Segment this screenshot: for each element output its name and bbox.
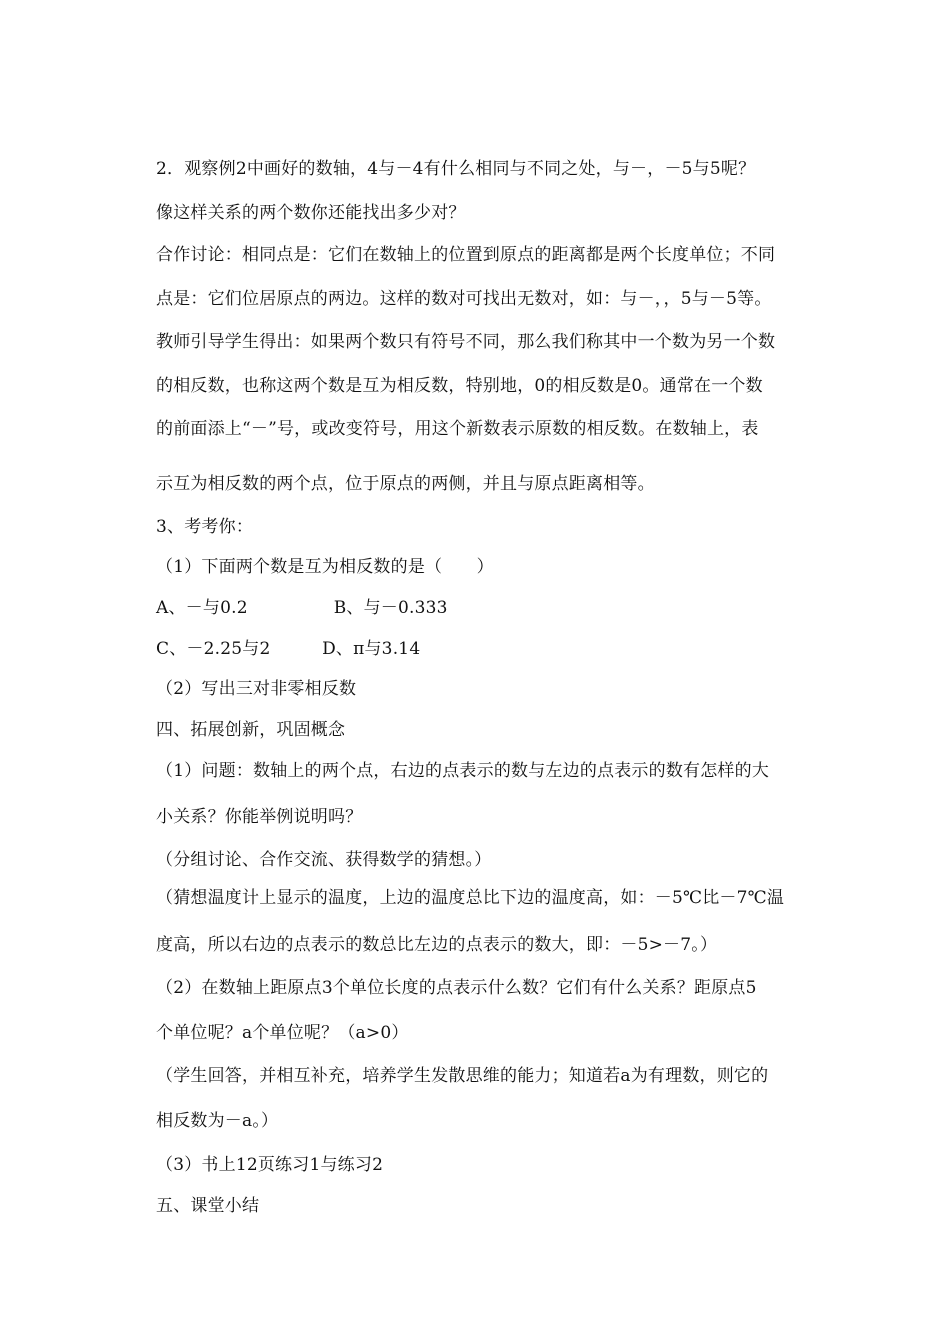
- problem-2-line-1: （2）在数轴上距原点3个单位长度的点表示什么数？它们有什么关系？距原点5: [156, 978, 757, 998]
- discussion-note: （分组讨论、合作交流、获得数学的猜想。）: [156, 850, 492, 870]
- problem-1-line-2: 小关系？你能举例说明吗？: [156, 807, 363, 827]
- section-heading-five: 五、课堂小结: [156, 1196, 260, 1216]
- section-heading-four: 四、拓展创新，巩固概念: [156, 720, 346, 740]
- paragraph-line-2: 像这样关系的两个数你还能找出多少对？: [156, 203, 466, 223]
- answer-line-1: （学生回答，并相互补充，培养学生发散思维的能力；知道若a为有理数，则它的: [156, 1066, 769, 1086]
- paragraph-line-6: 的相反数，也称这两个数是互为相反数，特别地，0的相反数是0。通常在一个数: [156, 376, 763, 396]
- paragraph-line-7: 的前面添上“－”号，或改变符号，用这个新数表示原数的相反数。在数轴上，表: [156, 419, 759, 439]
- paragraph-line-3: 合作讨论：相同点是：它们在数轴上的位置到原点的距离都是两个长度单位；不同: [156, 245, 776, 265]
- paragraph-line-1: 2．观察例2中画好的数轴，4与－4有什么相同与不同之处，与－，－5与5呢？: [156, 159, 756, 179]
- section-heading-quiz: 3、考考你：: [156, 517, 254, 537]
- conjecture-line-2: 度高，所以右边的点表示的数总比左边的点表示的数大，即：－5>－7。）: [156, 935, 718, 955]
- problem-2-line-2: 个单位呢？a个单位呢？（a>0）: [156, 1023, 409, 1043]
- answer-line-2: 相反数为－a。）: [156, 1111, 279, 1131]
- problem-1-line-1: （1）问题：数轴上的两个点，右边的点表示的数与左边的点表示的数有怎样的大: [156, 761, 770, 781]
- question-2: （2）写出三对非零相反数: [156, 679, 357, 699]
- question-1: （1）下面两个数是互为相反数的是（ ）: [156, 557, 494, 577]
- paragraph-line-4: 点是：它们位居原点的两边。这样的数对可找出无数对，如：与－，，5与－5等。: [156, 289, 772, 309]
- conjecture-line-1: （猜想温度计上显示的温度，上边的温度总比下边的温度高，如：－5℃比－7℃温: [156, 888, 785, 908]
- choice-row-ab: A、－与0.2 B、与－0.333: [156, 598, 448, 618]
- paragraph-line-8: 示互为相反数的两个点，位于原点的两侧，并且与原点距离相等。: [156, 474, 655, 494]
- choice-row-cd: C、－2.25与2 D、π与3.14: [156, 639, 421, 659]
- paragraph-line-5: 教师引导学生得出：如果两个数只有符号不同，那么我们称其中一个数为另一个数: [156, 332, 776, 352]
- problem-3: （3）书上12页练习1与练习2: [156, 1155, 384, 1175]
